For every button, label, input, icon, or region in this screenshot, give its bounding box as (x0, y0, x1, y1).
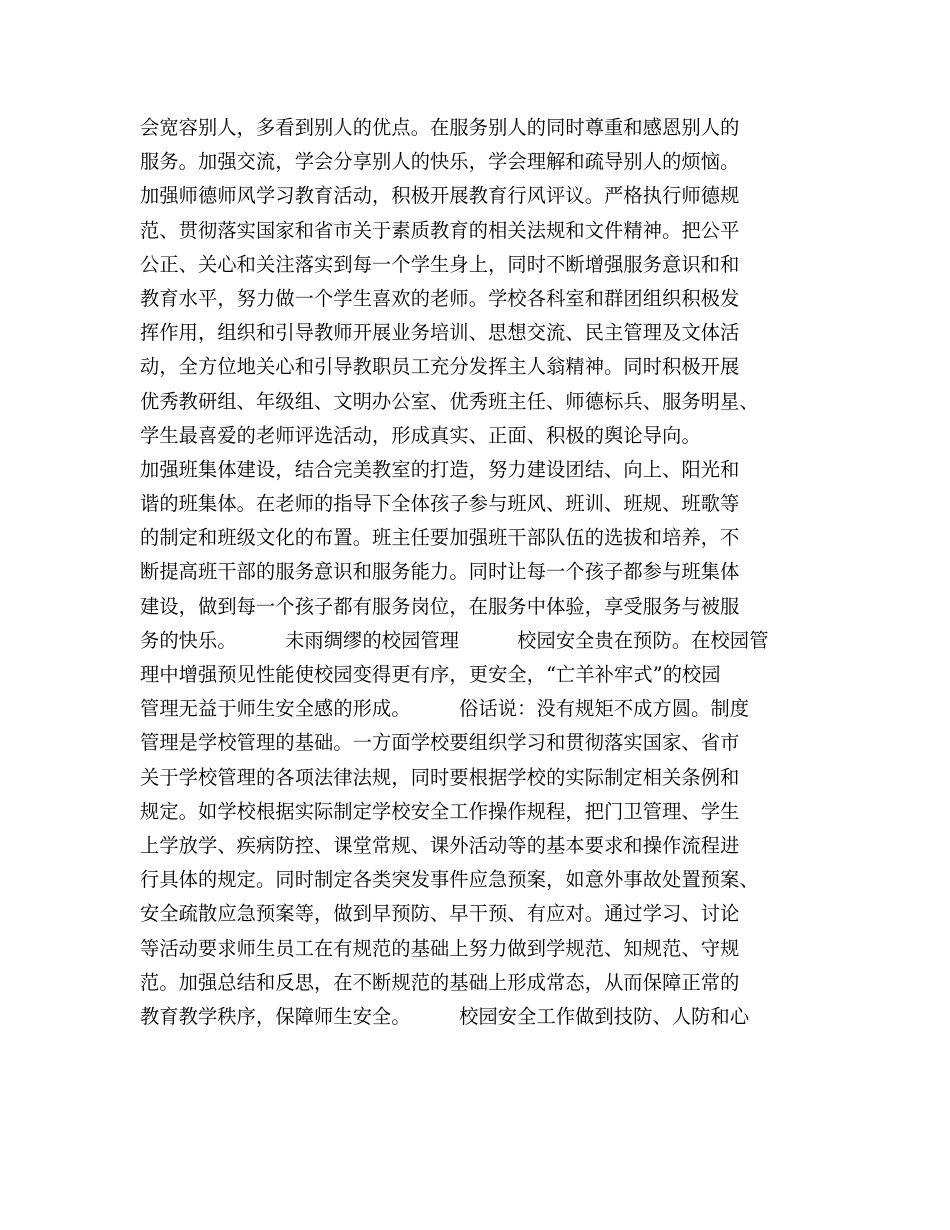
body-text (140, 111, 840, 1034)
text-line: 范。加强总结和反思，在不断规范的基础上形成常态，从而保障正常的 (140, 970, 740, 994)
text-line: 公正、关心和关注落实到每一个学生身上，同时不断增强服务意识和和 (140, 252, 740, 276)
text-line: 管理无益于师生安全感的形成。 俗话说：没有规矩不成方圆。制度 (140, 697, 750, 721)
text-line: 务的快乐。 未雨绸缪的校园管理 校园安全贵在预防。在校园管 (140, 628, 769, 652)
text-line: 学生最喜爱的老师评选活动，形成真实、正面、积极的舆论导向。 (140, 423, 701, 447)
text-line: 行具体的规定。同时制定各类突发事件应急预案，如意外事故处置预案、 (140, 868, 759, 892)
text-line: 会宽容别人，多看到别人的优点。在服务别人的同时尊重和感恩别人的 (140, 116, 740, 139)
text-line: 加强班集体建设，结合完美教室的打造，努力建设团结、向上、阳光和 (140, 457, 740, 481)
text-line: 的制定和班级文化的布置。班主任要加强班干部队伍的选拔和培养，不 (140, 526, 740, 550)
text-line: 规定。如学校根据实际制定学校安全工作操作规程，把门卫管理、学生 (140, 799, 740, 823)
text-line: 优秀教研组、年级组、文明办公室、优秀班主任、师德标兵、服务明星、 (140, 389, 759, 413)
text-line: 上学放学、疾病防控、课堂常规、课外活动等的基本要求和操作流程进 (140, 833, 740, 857)
text-line: 谐的班集体。在老师的指导下全体孩子参与班风、班训、班规、班歌等 (140, 492, 740, 516)
text-line: 理中增强预见性能使校园变得更有序，更安全，“亡羊补牢式”的校园 (140, 663, 721, 686)
text-line: 动，全方位地关心和引导教职员工充分发挥主人翁精神。同时积极开展 (140, 355, 740, 379)
text-line: 关于学校管理的各项法律法规，同时要根据学校的实际制定相关条例和 (140, 765, 740, 789)
text-line: 挥作用，组织和引导教师开展业务培训、思想交流、民主管理及文体活 (140, 321, 740, 345)
text-line: 建设，做到每一个孩子都有服务岗位，在服务中体验，享受服务与被服 (140, 594, 740, 618)
text-line: 教育教学秩序，保障师生安全。 校园安全工作做到技防、人防和心 (140, 1004, 750, 1028)
text-line: 加强师德师风学习教育活动，积极开展教育行风评议。严格执行师德规 (140, 184, 740, 208)
text-line: 安全疏散应急预案等，做到早预防、早干预、有应对。通过学习、讨论 (140, 902, 740, 926)
text-line: 断提高班干部的服务意识和服务能力。同时让每一个孩子都参与班集体 (140, 560, 740, 584)
text-line: 范、贯彻落实国家和省市关于素质教育的相关法规和文件精神。把公平 (140, 218, 740, 242)
text-line: 服务。加强交流，学会分享别人的快乐，学会理解和疏导别人的烦恼。 (140, 150, 740, 174)
text-line: 等活动要求师生员工在有规范的基础上努力做到学规范、知规范、守规 (140, 936, 740, 960)
text-line: 教育水平，努力做一个学生喜欢的老师。学校各科室和群团组织积极发 (140, 286, 740, 310)
text-line: 管理是学校管理的基础。一方面学校要组织学习和贯彻落实国家、省市 (140, 731, 740, 755)
